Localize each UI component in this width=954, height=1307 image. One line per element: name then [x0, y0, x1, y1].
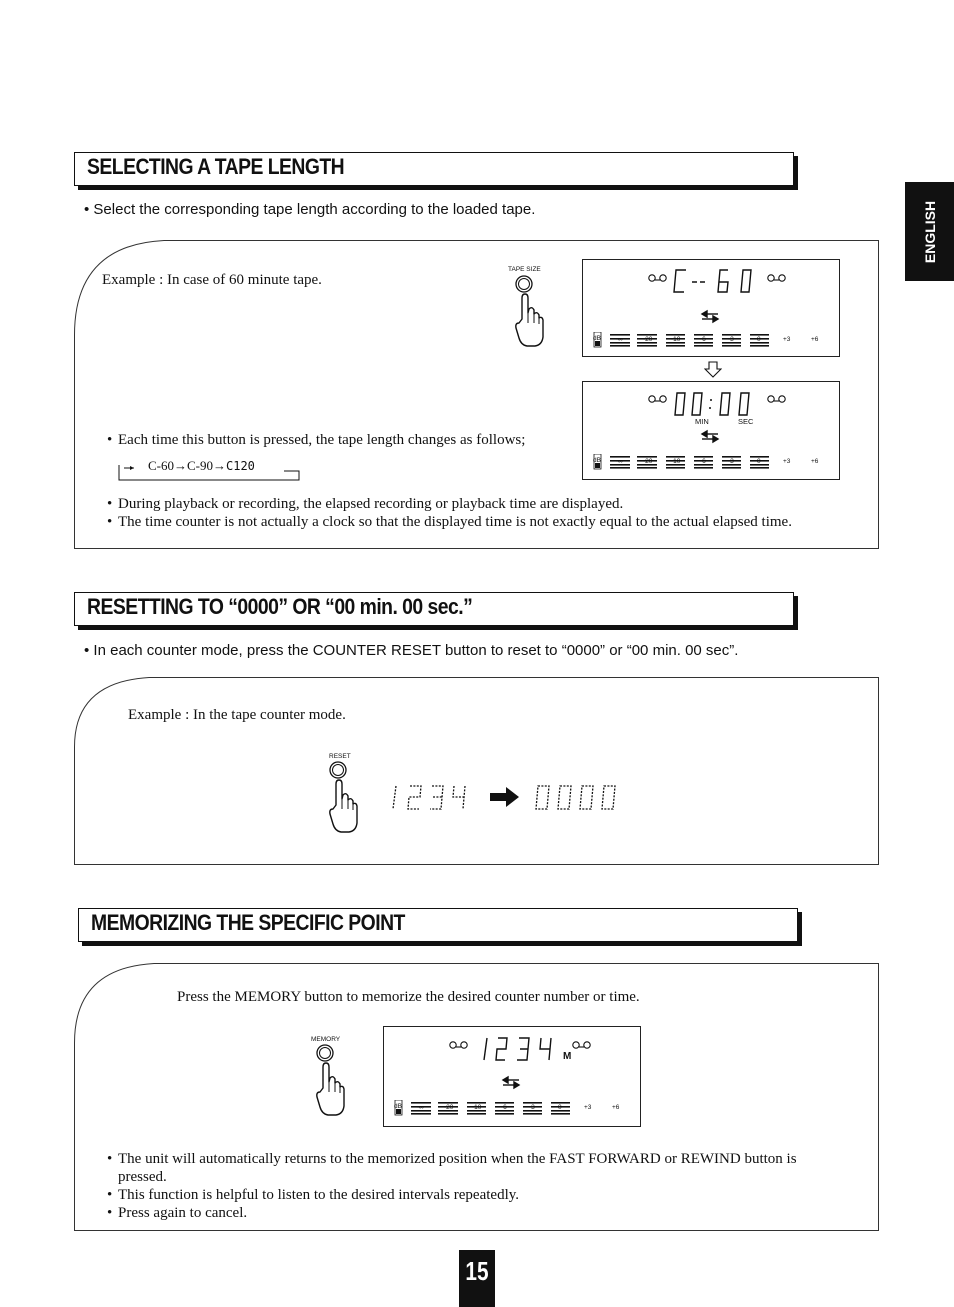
- section-title-text: MEMORIZING THE SPECIFIC POINT: [91, 910, 405, 935]
- scale-label: -20: [643, 336, 653, 343]
- scale-label: -∞: [417, 1104, 424, 1111]
- reset-label: RESET: [329, 753, 351, 760]
- scale-label: -6: [700, 336, 706, 343]
- seq-arrow: →: [174, 458, 187, 473]
- bullet-item: • The unit will automatically returns to the memorized position when the FAST FORWARD or REWIND button is pressed.: [107, 1150, 842, 1186]
- language-tab-label: ENGLISH: [921, 200, 938, 263]
- language-tab: [905, 182, 954, 281]
- hand-pointer-icon: [515, 293, 545, 353]
- scale-label: -3: [529, 1104, 535, 1111]
- page-number: [459, 1250, 495, 1307]
- section-title-reset: [74, 592, 794, 626]
- scale-label: -6: [700, 458, 706, 465]
- counter-reset-display: [388, 783, 628, 813]
- tape-size-label: TAPE SIZE: [508, 266, 541, 273]
- instruction-text: Press the MEMORY button to memorize the desired counter number or time.: [177, 989, 640, 1005]
- scale-label: -20: [444, 1104, 454, 1111]
- bullet-list: [107, 431, 525, 449]
- level-meter-bars: [593, 454, 833, 474]
- bullet-item: • Press again to cancel.: [107, 1204, 842, 1222]
- scale-label: -6: [501, 1104, 507, 1111]
- lcd-display-time-counter: [582, 381, 840, 480]
- seq-c60: C-60: [148, 458, 174, 473]
- hand-pointer-icon: [329, 779, 359, 839]
- bullet-item: • This function is helpful to listen to the desired intervals repeatedly.: [107, 1186, 842, 1204]
- bullet-list: [107, 1150, 842, 1222]
- bullet-item: • During playback or recording, the elapsed recording or playback time are displayed.: [107, 495, 792, 513]
- hand-pointer-icon: [316, 1062, 346, 1122]
- scale-label: -10: [671, 458, 681, 465]
- lcd-display-tape-size: [582, 259, 840, 357]
- scale-label: -10: [671, 336, 681, 343]
- example-box-reset: [74, 677, 879, 865]
- section-title-memory: [78, 908, 798, 942]
- section-intro: • In each counter mode, press the COUNTER RESET button to reset to “0000” or “00 min. 00 sec”.: [84, 642, 739, 659]
- scale-label: +3: [584, 1104, 592, 1111]
- scale-label: +6: [811, 336, 819, 343]
- section-title-tape-length: [74, 152, 794, 186]
- scale-label: -20: [643, 458, 653, 465]
- scale-label: -10: [472, 1104, 482, 1111]
- example-text: Example : In case of 60 minute tape.: [102, 272, 322, 288]
- scale-label: +3: [783, 336, 791, 343]
- memory-indicator: M: [563, 1051, 572, 1062]
- scale-label: 0: [558, 1104, 562, 1111]
- seq-c120: C120: [226, 459, 255, 473]
- tape-length-sequence: [148, 458, 255, 474]
- scale-label: -3: [728, 458, 734, 465]
- min-label: MIN: [695, 417, 709, 426]
- sec-label: SEC: [738, 417, 754, 426]
- right-arrow-icon: [490, 787, 519, 807]
- seq-arrow: →: [213, 458, 226, 473]
- scale-label: -∞: [616, 458, 623, 465]
- seq-c90: C-90: [187, 458, 213, 473]
- scale-label: +3: [783, 458, 791, 465]
- memory-label: MEMORY: [311, 1036, 341, 1043]
- example-text: Example : In the tape counter mode.: [128, 707, 346, 723]
- scale-label: -3: [728, 336, 734, 343]
- level-meter-bars: [394, 1100, 634, 1120]
- db-label: dB: [593, 457, 601, 464]
- section-title-text: SELECTING A TAPE LENGTH: [87, 154, 345, 179]
- bullet-item: • The time counter is not actually a clock so that the displayed time is not exactly equal to the actual elapsed time.: [107, 513, 792, 531]
- scale-label: 0: [757, 458, 761, 465]
- section-title-text: RESETTING TO “0000” OR “00 min. 00 sec.”: [87, 594, 473, 619]
- level-meter-bars: [593, 332, 833, 352]
- section-intro: • Select the corresponding tape length according to the loaded tape.: [84, 201, 536, 218]
- page-number-text: 15: [465, 1256, 489, 1286]
- down-arrow-icon: [704, 361, 722, 379]
- lcd-display-memory: [383, 1026, 641, 1127]
- scale-label: +6: [811, 458, 819, 465]
- db-label: dB: [593, 335, 601, 342]
- bullet-item: • Each time this button is pressed, the tape length changes as follows;: [107, 431, 525, 449]
- scale-label: +6: [612, 1104, 620, 1111]
- bullet-list: [107, 495, 792, 531]
- scale-label: -∞: [616, 336, 623, 343]
- db-label: dB: [394, 1103, 402, 1110]
- scale-label: 0: [757, 336, 761, 343]
